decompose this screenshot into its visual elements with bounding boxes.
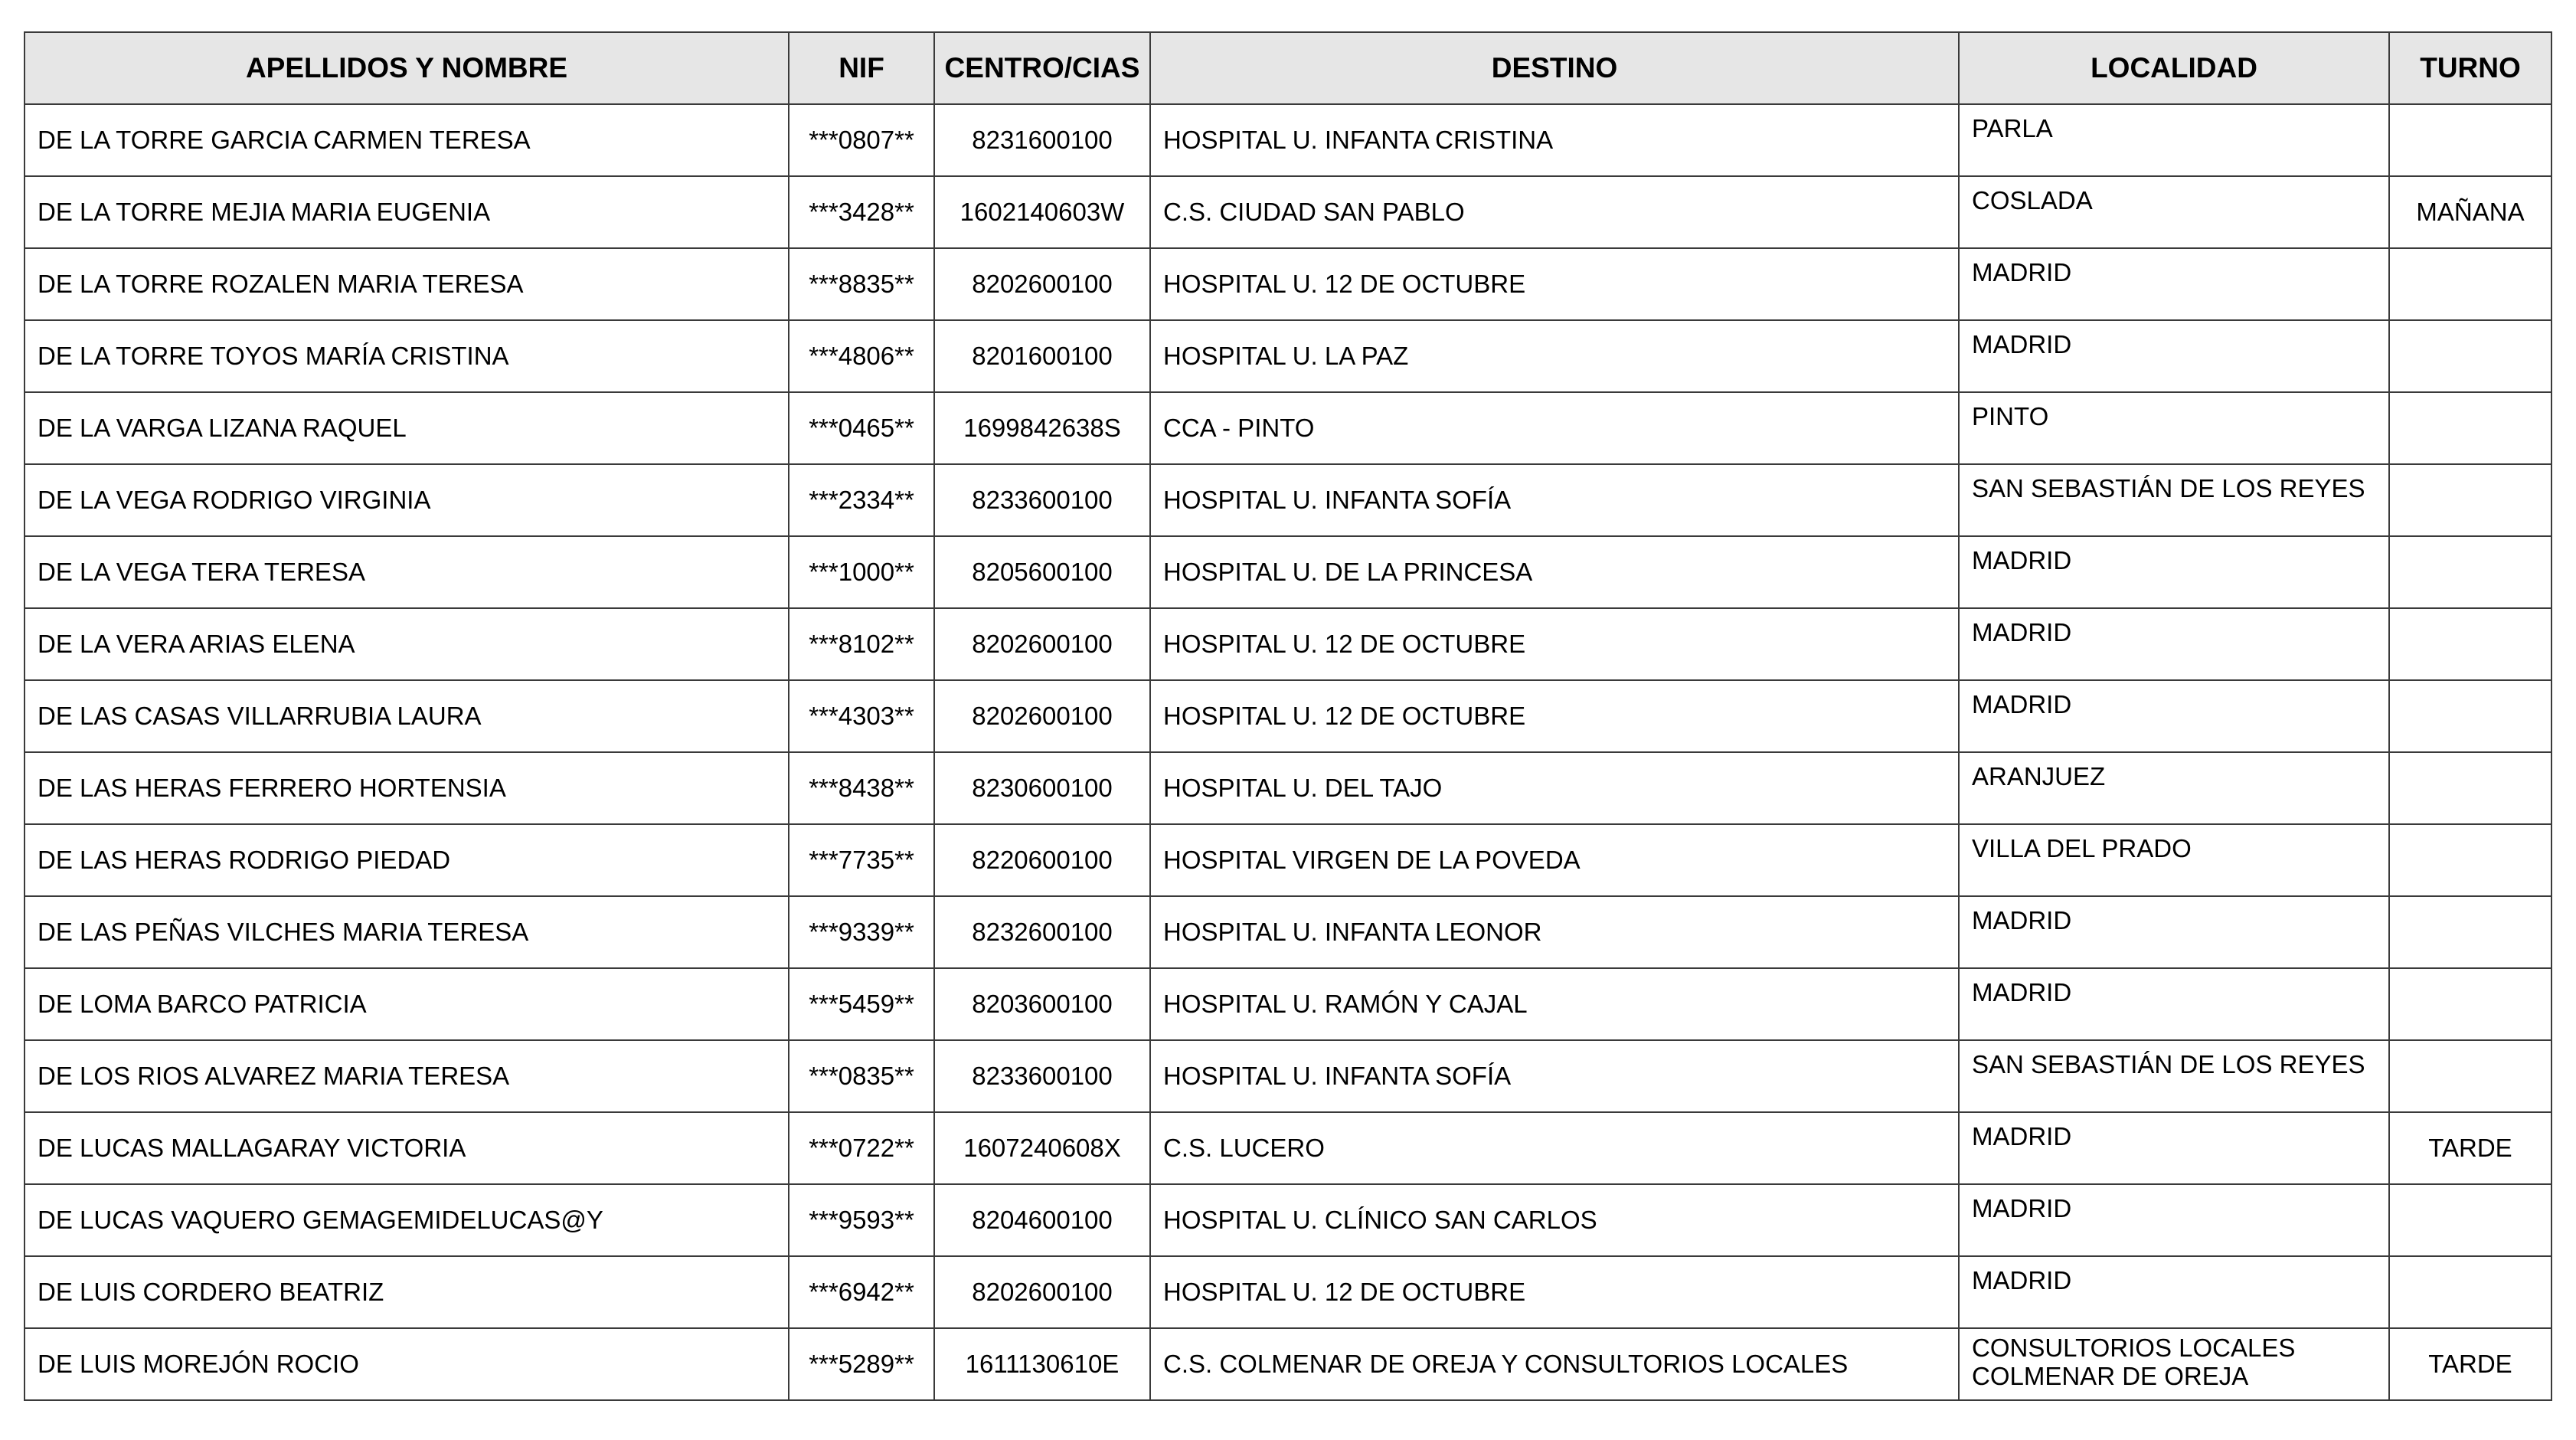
table-row — [25, 752, 2551, 824]
cell-apellidos-nombre: DE LUCAS MALLAGARAY VICTORIA — [25, 1112, 789, 1184]
table-row — [25, 464, 2551, 536]
cell-localidad: MADRID — [1959, 896, 2389, 968]
cell-centro-cias: 8233600100 — [934, 1040, 1150, 1112]
table-row — [25, 104, 2551, 176]
cell-centro-cias: 8233600100 — [934, 464, 1150, 536]
cell-localidad: MADRID — [1959, 248, 2389, 320]
cell-turno — [2389, 1040, 2551, 1112]
table-row — [25, 824, 2551, 896]
cell-localidad: MADRID — [1959, 320, 2389, 392]
cell-nif: ***0465** — [789, 392, 934, 464]
header-apellidos-nombre: APELLIDOS Y NOMBRE — [25, 32, 789, 104]
cell-destino: C.S. CIUDAD SAN PABLO — [1150, 176, 1959, 248]
cell-centro-cias: 1611130610E — [934, 1328, 1150, 1400]
cell-destino: HOSPITAL VIRGEN DE LA POVEDA — [1150, 824, 1959, 896]
cell-destino: HOSPITAL U. INFANTA SOFÍA — [1150, 1040, 1959, 1112]
table-row — [25, 896, 2551, 968]
cell-nif: ***0835** — [789, 1040, 934, 1112]
cell-turno — [2389, 896, 2551, 968]
cell-turno — [2389, 680, 2551, 752]
cell-nif: ***5289** — [789, 1328, 934, 1400]
cell-turno: TARDE — [2389, 1328, 2551, 1400]
cell-nif: ***8102** — [789, 608, 934, 680]
cell-centro-cias: 8202600100 — [934, 248, 1150, 320]
cell-apellidos-nombre: DE LAS CASAS VILLARRUBIA LAURA — [25, 680, 789, 752]
cell-destino: HOSPITAL U. DEL TAJO — [1150, 752, 1959, 824]
header-centro-cias: CENTRO/CIAS — [934, 32, 1150, 104]
cell-localidad: MADRID — [1959, 680, 2389, 752]
cell-apellidos-nombre: DE LUIS MOREJÓN ROCIO — [25, 1328, 789, 1400]
cell-nif: ***1000** — [789, 536, 934, 608]
table-row — [25, 536, 2551, 608]
header-turno: TURNO — [2389, 32, 2551, 104]
cell-nif: ***9339** — [789, 896, 934, 968]
cell-nif: ***9593** — [789, 1184, 934, 1256]
table-row — [25, 608, 2551, 680]
cell-localidad: MADRID — [1959, 1256, 2389, 1328]
cell-centro-cias: 8201600100 — [934, 320, 1150, 392]
cell-apellidos-nombre: DE LA VARGA LIZANA RAQUEL — [25, 392, 789, 464]
cell-destino: HOSPITAL U. INFANTA SOFÍA — [1150, 464, 1959, 536]
assignment-table — [24, 31, 2552, 1401]
cell-nif: ***6942** — [789, 1256, 934, 1328]
table-row — [25, 1328, 2551, 1400]
cell-localidad: MADRID — [1959, 1184, 2389, 1256]
cell-destino: C.S. LUCERO — [1150, 1112, 1959, 1184]
cell-localidad: SAN SEBASTIÁN DE LOS REYES — [1959, 464, 2389, 536]
header-destino: DESTINO — [1150, 32, 1959, 104]
cell-turno — [2389, 464, 2551, 536]
cell-centro-cias: 8202600100 — [934, 680, 1150, 752]
assignment-table-wrapper — [24, 31, 2551, 1401]
cell-destino: HOSPITAL U. LA PAZ — [1150, 320, 1959, 392]
cell-destino: HOSPITAL U. INFANTA CRISTINA — [1150, 104, 1959, 176]
table-row — [25, 1040, 2551, 1112]
cell-destino: HOSPITAL U. INFANTA LEONOR — [1150, 896, 1959, 968]
table-row — [25, 680, 2551, 752]
cell-apellidos-nombre: DE LA VERA ARIAS ELENA — [25, 608, 789, 680]
cell-destino: C.S. COLMENAR DE OREJA Y CONSULTORIOS LOCALES — [1150, 1328, 1959, 1400]
cell-turno — [2389, 752, 2551, 824]
cell-turno — [2389, 248, 2551, 320]
cell-apellidos-nombre: DE LA TORRE TOYOS MARÍA CRISTINA — [25, 320, 789, 392]
cell-destino: HOSPITAL U. 12 DE OCTUBRE — [1150, 1256, 1959, 1328]
cell-centro-cias: 8220600100 — [934, 824, 1150, 896]
cell-apellidos-nombre: DE LA TORRE GARCIA CARMEN TERESA — [25, 104, 789, 176]
cell-localidad: SAN SEBASTIÁN DE LOS REYES — [1959, 1040, 2389, 1112]
cell-centro-cias: 1602140603W — [934, 176, 1150, 248]
cell-apellidos-nombre: DE LAS HERAS FERRERO HORTENSIA — [25, 752, 789, 824]
cell-nif: ***7735** — [789, 824, 934, 896]
cell-destino: HOSPITAL U. 12 DE OCTUBRE — [1150, 680, 1959, 752]
cell-destino: HOSPITAL U. CLÍNICO SAN CARLOS — [1150, 1184, 1959, 1256]
cell-localidad: MADRID — [1959, 536, 2389, 608]
table-row — [25, 320, 2551, 392]
cell-turno — [2389, 824, 2551, 896]
cell-destino: HOSPITAL U. 12 DE OCTUBRE — [1150, 608, 1959, 680]
cell-destino: HOSPITAL U. 12 DE OCTUBRE — [1150, 248, 1959, 320]
cell-nif: ***2334** — [789, 464, 934, 536]
cell-apellidos-nombre: DE LA VEGA RODRIGO VIRGINIA — [25, 464, 789, 536]
cell-turno: TARDE — [2389, 1112, 2551, 1184]
cell-localidad: MADRID — [1959, 608, 2389, 680]
cell-turno — [2389, 536, 2551, 608]
cell-turno — [2389, 104, 2551, 176]
table-row — [25, 1112, 2551, 1184]
cell-apellidos-nombre: DE LA TORRE MEJIA MARIA EUGENIA — [25, 176, 789, 248]
table-row — [25, 968, 2551, 1040]
cell-centro-cias: 8231600100 — [934, 104, 1150, 176]
header-nif: NIF — [789, 32, 934, 104]
table-row — [25, 248, 2551, 320]
cell-apellidos-nombre: DE LA TORRE ROZALEN MARIA TERESA — [25, 248, 789, 320]
table-header-row — [25, 32, 2551, 104]
cell-localidad: PARLA — [1959, 104, 2389, 176]
cell-nif: ***8438** — [789, 752, 934, 824]
cell-centro-cias: 8203600100 — [934, 968, 1150, 1040]
cell-centro-cias: 8202600100 — [934, 608, 1150, 680]
cell-centro-cias: 8230600100 — [934, 752, 1150, 824]
cell-turno — [2389, 1256, 2551, 1328]
cell-nif: ***0807** — [789, 104, 934, 176]
cell-centro-cias: 1607240608X — [934, 1112, 1150, 1184]
cell-turno — [2389, 608, 2551, 680]
cell-destino: HOSPITAL U. RAMÓN Y CAJAL — [1150, 968, 1959, 1040]
cell-centro-cias: 8205600100 — [934, 536, 1150, 608]
cell-nif: ***4806** — [789, 320, 934, 392]
cell-nif: ***4303** — [789, 680, 934, 752]
cell-turno: MAÑANA — [2389, 176, 2551, 248]
cell-turno — [2389, 1184, 2551, 1256]
cell-turno — [2389, 320, 2551, 392]
cell-centro-cias: 8202600100 — [934, 1256, 1150, 1328]
table-row — [25, 176, 2551, 248]
cell-localidad: MADRID — [1959, 968, 2389, 1040]
cell-destino: HOSPITAL U. DE LA PRINCESA — [1150, 536, 1959, 608]
cell-destino: CCA - PINTO — [1150, 392, 1959, 464]
cell-apellidos-nombre: DE LUIS CORDERO BEATRIZ — [25, 1256, 789, 1328]
cell-centro-cias: 8204600100 — [934, 1184, 1150, 1256]
cell-nif: ***8835** — [789, 248, 934, 320]
cell-apellidos-nombre: DE LAS PEÑAS VILCHES MARIA TERESA — [25, 896, 789, 968]
cell-apellidos-nombre: DE LAS HERAS RODRIGO PIEDAD — [25, 824, 789, 896]
cell-nif: ***3428** — [789, 176, 934, 248]
cell-nif: ***5459** — [789, 968, 934, 1040]
cell-apellidos-nombre: DE LOS RIOS ALVAREZ MARIA TERESA — [25, 1040, 789, 1112]
cell-turno — [2389, 968, 2551, 1040]
cell-apellidos-nombre: DE LUCAS VAQUERO GEMAGEMIDELUCAS@Y — [25, 1184, 789, 1256]
header-localidad: LOCALIDAD — [1959, 32, 2389, 104]
cell-turno — [2389, 392, 2551, 464]
cell-localidad: COSLADA — [1959, 176, 2389, 248]
cell-localidad: PINTO — [1959, 392, 2389, 464]
table-row — [25, 1256, 2551, 1328]
table-row — [25, 392, 2551, 464]
cell-apellidos-nombre: DE LA VEGA TERA TERESA — [25, 536, 789, 608]
cell-centro-cias: 8232600100 — [934, 896, 1150, 968]
cell-localidad: MADRID — [1959, 1112, 2389, 1184]
cell-localidad: ARANJUEZ — [1959, 752, 2389, 824]
cell-apellidos-nombre: DE LOMA BARCO PATRICIA — [25, 968, 789, 1040]
cell-centro-cias: 1699842638S — [934, 392, 1150, 464]
cell-localidad: CONSULTORIOS LOCALES COLMENAR DE OREJA — [1959, 1328, 2389, 1400]
cell-localidad: VILLA DEL PRADO — [1959, 824, 2389, 896]
table-row — [25, 1184, 2551, 1256]
cell-nif: ***0722** — [789, 1112, 934, 1184]
